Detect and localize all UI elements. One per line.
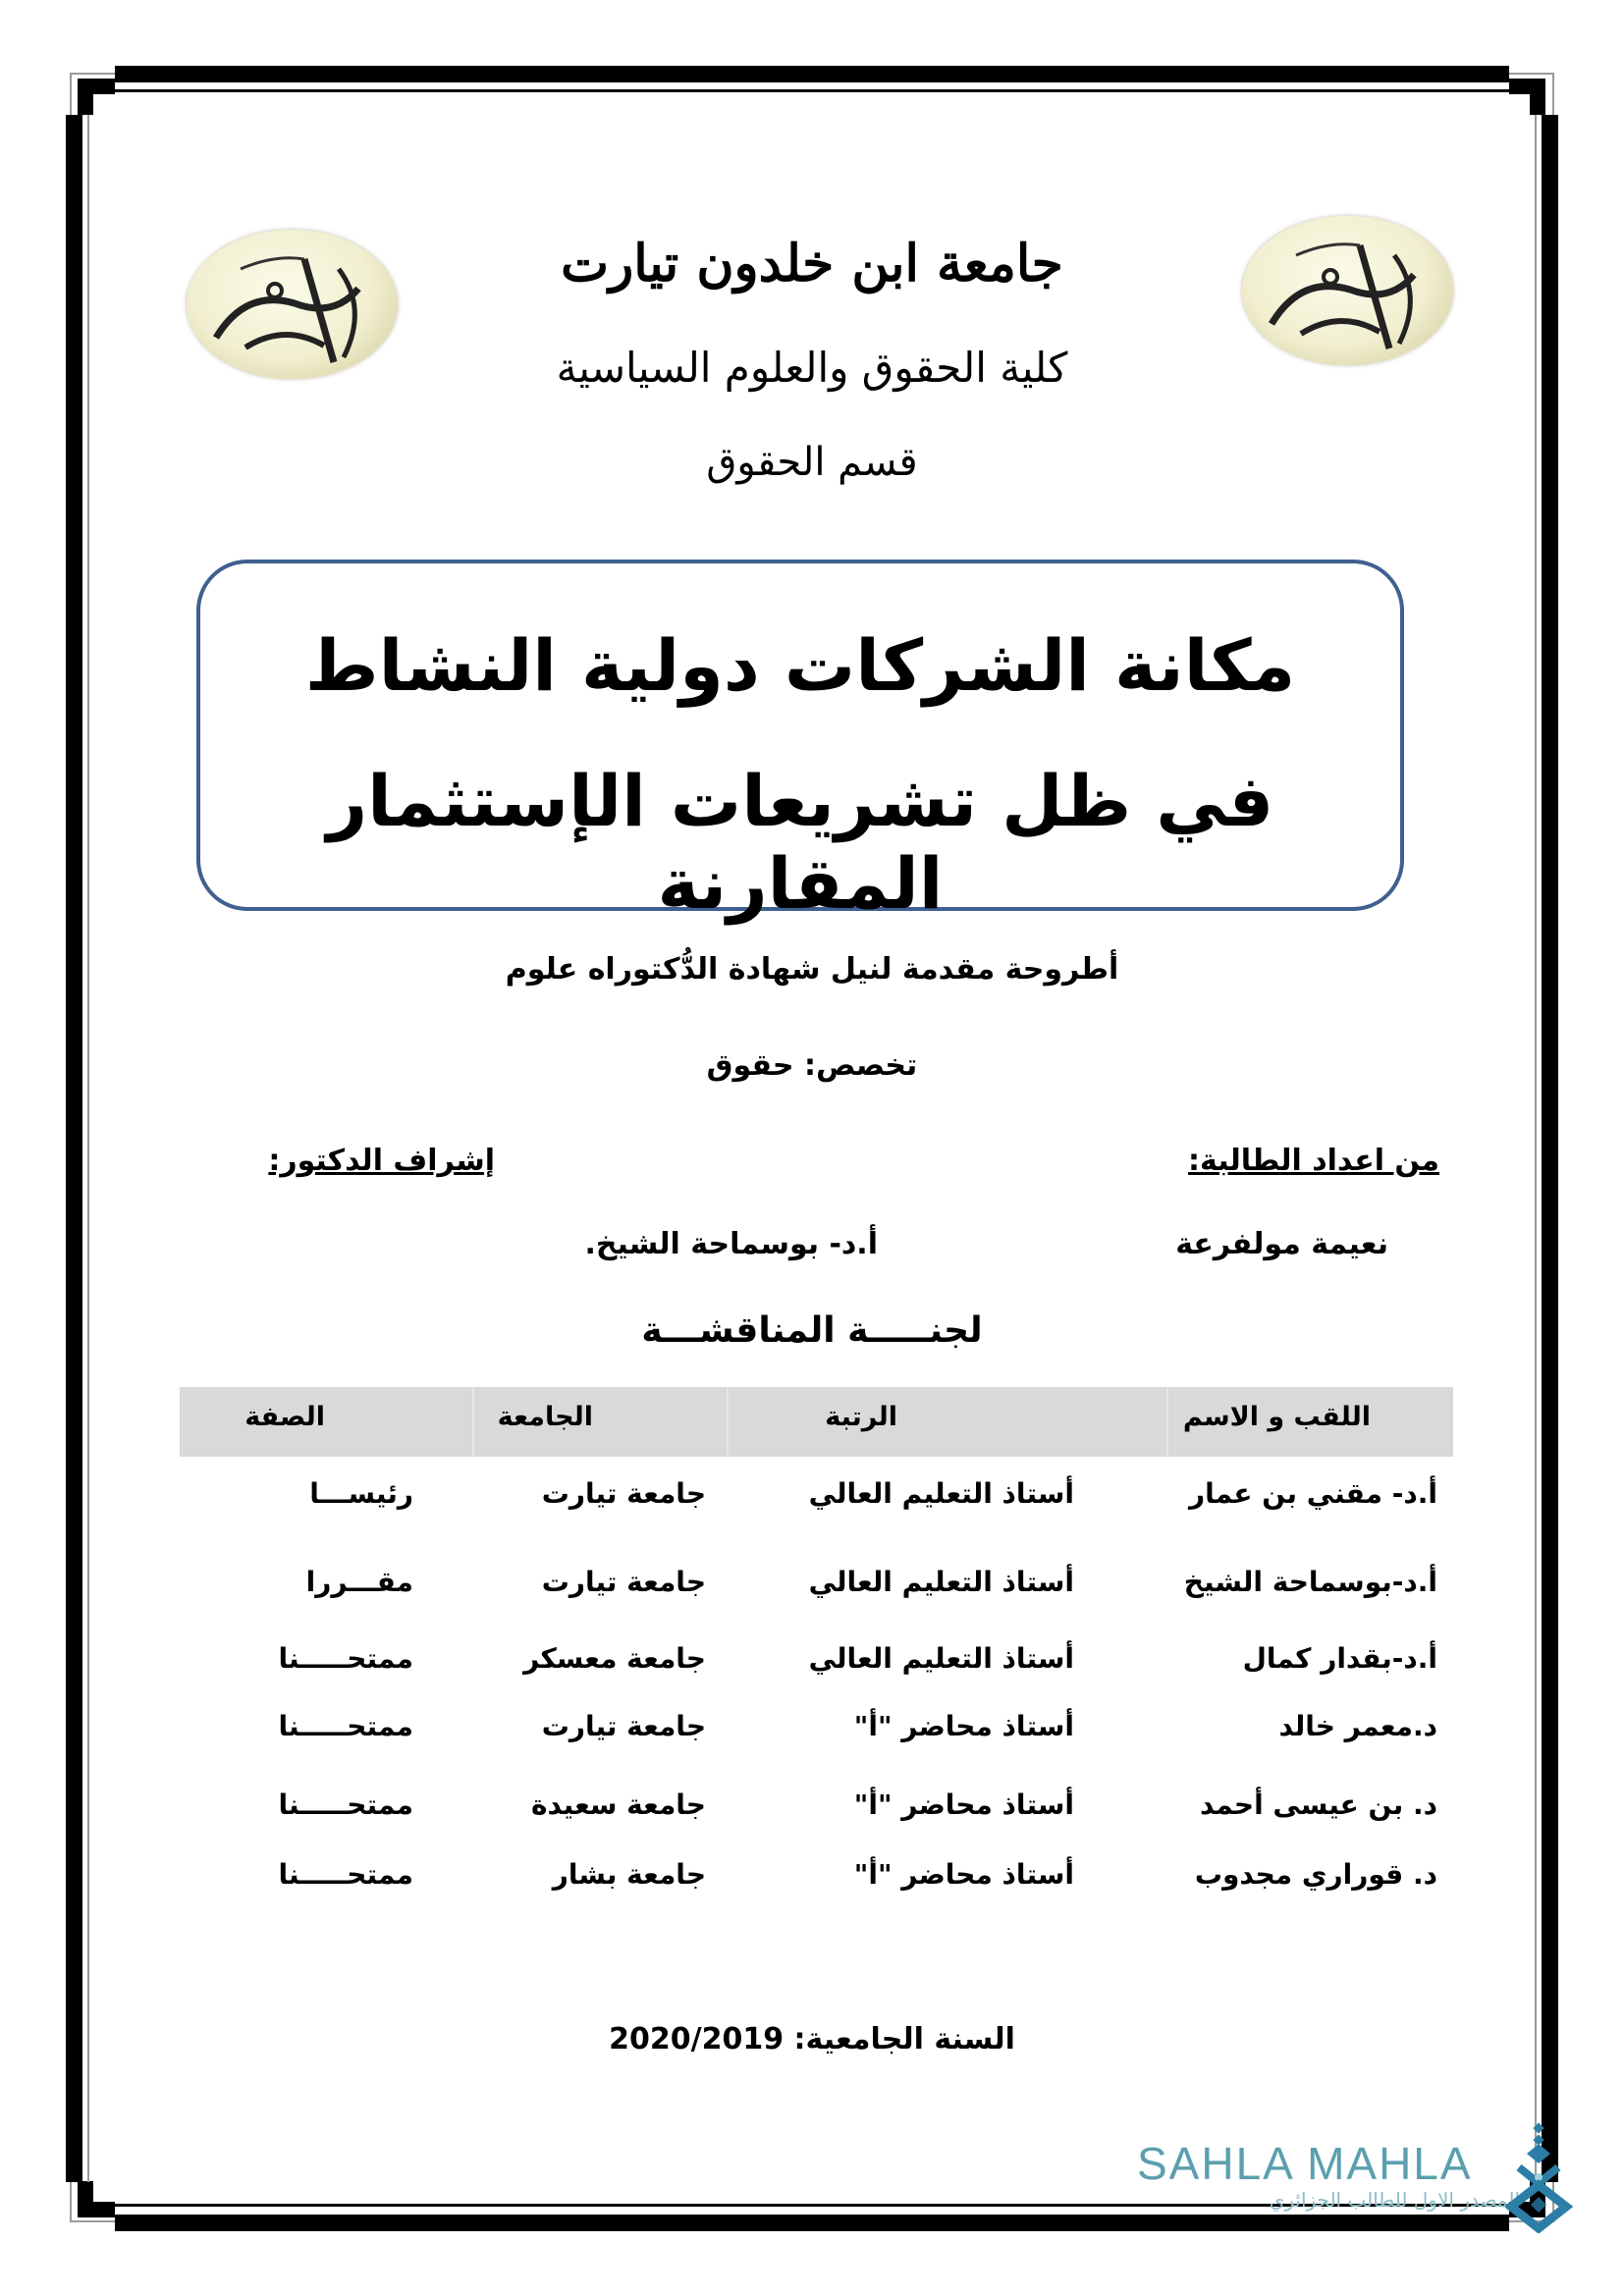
university-name: جامعة ابن خلدون تيارت [561,234,1063,294]
member-rank: أستاذ محاضر "أ" [853,1710,1074,1742]
student-label: من اعداد الطالبة: [1188,1144,1439,1178]
member-university: جامعة معسكر [523,1642,706,1675]
member-name: أ.د- مقني بن عمار [1189,1477,1437,1510]
sahla-mahla-logo-icon [1505,2120,1574,2233]
column-divider [1166,1387,1168,1457]
member-name: د. بن عيسى أحمد [1199,1789,1437,1821]
column-divider [727,1387,729,1457]
frame-top-inner-line [115,89,1509,92]
specialization: تخصص: حقوق [706,1048,918,1083]
member-role: رئيســـا [309,1477,413,1510]
frame-right-bar [1542,115,1558,2182]
academic-year-label: السنة الجامعية: [793,2022,1015,2056]
department-name: قسم الحقوق [706,440,918,485]
thesis-title-box [196,560,1404,925]
supervisor-label: إشراف الدكتور: [268,1144,495,1178]
member-rank: أستاذ محاضر "أ" [853,1858,1074,1891]
member-rank: أستاذ التعليم العالي [808,1477,1074,1510]
student-name: نعيمة مولفرعة [1175,1227,1388,1261]
member-name: أ.د-بقدار كمال [1242,1642,1437,1675]
thesis-title-line-2: في ظل تشريعات الإستثمار المقارنة [326,760,1274,925]
supervisor-name: أ.د- بوسماحة الشيخ. [584,1227,878,1261]
member-university: جامعة تيارت [541,1477,706,1510]
frame-corner-bl-v [78,2181,93,2217]
frame-corner-tl-v [78,79,93,115]
member-role: ممتحـــــنا [278,1789,413,1821]
watermark-tagline: المصدر الاول للطالب الجزائري [1269,2188,1520,2212]
member-role: ممتحـــــنا [278,1642,413,1675]
member-role: ممتحـــــنا [278,1710,413,1742]
member-rank: أستاذ التعليم العالي [808,1642,1074,1675]
member-university: جامعة بشار [552,1858,706,1891]
column-header-role: الصفة [244,1402,325,1432]
member-name: أ.د-بوسماحة الشيخ [1183,1566,1437,1598]
frame-left-inner-line [87,115,89,2182]
faculty-name: كلية الحقوق والعلوم السياسية [556,344,1068,392]
thesis-description: أطروحة مقدمة لنيل شهادة الدُّكتوراه علوم [505,952,1119,987]
member-role: مقـــررا [305,1566,413,1598]
academic-year-value: 2020/2019 [609,2022,785,2056]
frame-bottom-bar [115,2215,1509,2231]
committee-title: لجنـــــة المناقشـــة [641,1310,983,1351]
member-university: جامعة تيارت [541,1710,706,1742]
watermark-brand: SAHLA MAHLA [1137,2138,1473,2189]
academic-year [0,2022,1624,2056]
column-header-name: اللقب و الاسم [1182,1402,1371,1432]
member-university: جامعة تيارت [541,1566,706,1598]
frame-right-inner-line [1535,115,1537,2182]
member-rank: أستاذ محاضر "أ" [853,1789,1074,1821]
column-header-university: الجامعة [497,1402,593,1432]
member-name: د.معمر خالد [1278,1710,1437,1742]
frame-top-bar [115,66,1509,82]
column-header-rank: الرتبة [825,1402,897,1432]
thesis-title-line-1: مكانة الشركات دولية النشاط [304,624,1296,707]
member-rank: أستاذ التعليم العالي [808,1566,1074,1598]
member-university: جامعة سعيدة [530,1789,706,1821]
member-name: د. قوراري مجدوب [1194,1858,1437,1891]
frame-corner-tr-v [1530,79,1545,115]
column-divider [472,1387,474,1457]
member-role: ممتحـــــنا [278,1858,413,1891]
frame-left-bar [66,115,82,2182]
